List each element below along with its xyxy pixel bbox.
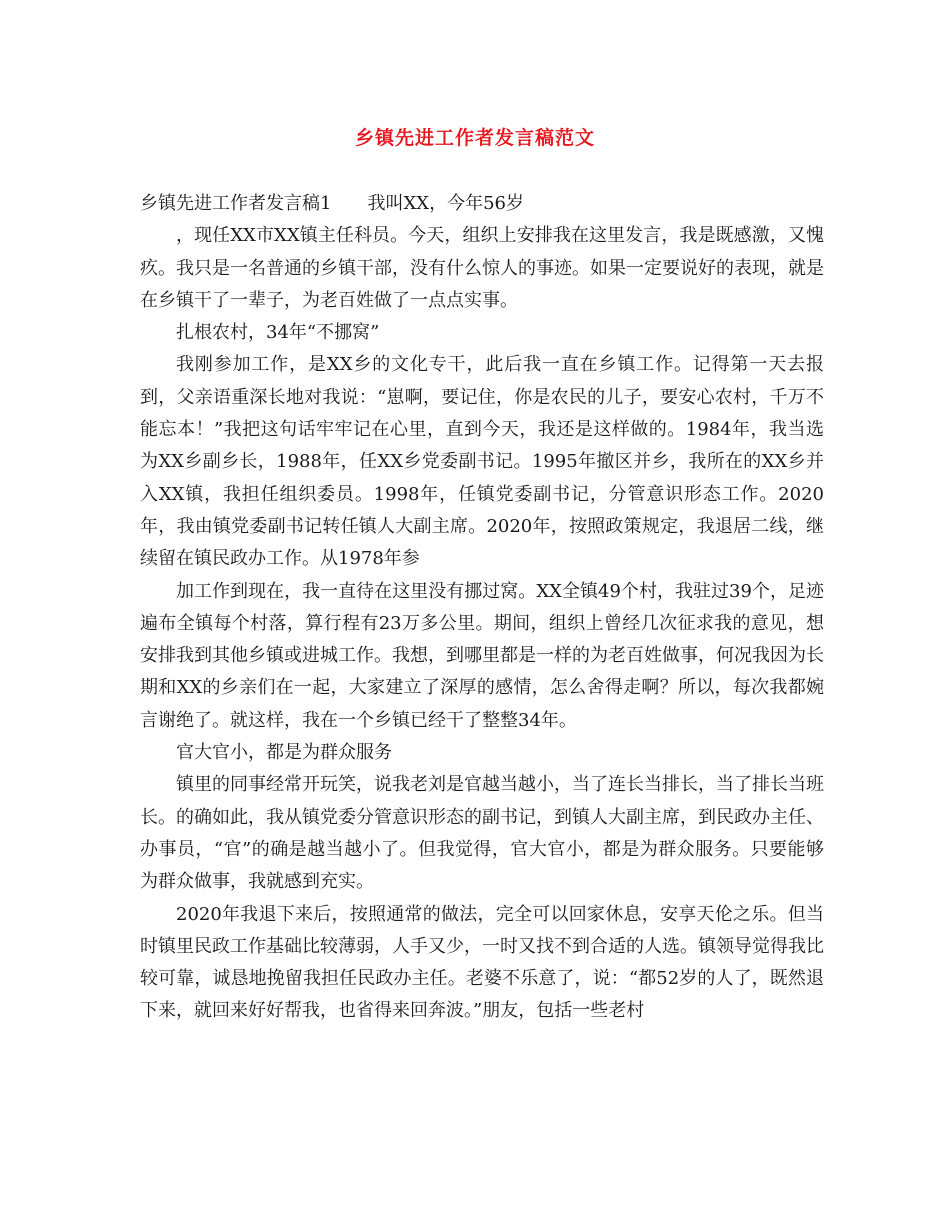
first-line <box>140 188 824 220</box>
subheading-serve-masses: 官大官小，都是为群众服务 <box>176 742 392 764</box>
document-title: 乡镇先进工作者发言稿范文 <box>354 127 595 149</box>
document-body <box>140 188 824 1028</box>
paragraph-staying: 加工作到现在，我一直待在这里没有挪过窝。XX全镇49个村，我驻过39个，足迹遍布全镇每个村落，算行程有23万多公里。期间，组织上曾经几次征求我的意见，想安排我到其他乡镇或进城工作。我想，到哪里都是一样的为老百姓做事，何况我因为长期和XX的乡亲们在一起，大家建立了深厚的感情，怎么舍得走啊？所以，每次我都婉言谢绝了。就这样，我在一个乡镇已经干了整整34年。 <box>140 580 825 731</box>
paragraph-retirement: 2020年我退下来后，按照通常的做法，完全可以回家休息，安享天伦之乐。但当时镇里民政工作基础比较薄弱，人手又少，一时又找不到合适的人选。镇领导觉得我比较可靠，诚恳地挽留我担任民政办主任。老婆不乐意了，说：“都52岁的人了，既然退下来，就回来好好帮我，也省得来回奔波。”朋友，包括一些老村 <box>140 903 824 1022</box>
section-heading-1: 乡镇先进工作者发言稿1 <box>140 193 332 214</box>
paragraph-intro: ，现任XX市XX镇主任科员。今天，组织上安排我在这里发言，我是既感激，又愧疚。我只是一名普通的乡镇干部，没有什么惊人的事迹。如果一定要说好的表现，就是在乡镇干了一辈子，为老百姓做了一点点实事。 <box>140 225 824 311</box>
intro-sentence: 我叫XX，今年56岁 <box>367 193 524 214</box>
subheading-rooted-in-village: 扎根农村，34年“不挪窝” <box>176 322 380 344</box>
paragraph-career: 我刚参加工作，是XX乡的文化专干，此后我一直在乡镇工作。记得第一天去报到，父亲语重深长地对我说：“崽啊，要记住，你是农民的儿子，要安心农村，千万不能忘本！”我把这句话牢牢记在心里，直到今天，我还是这样做的。1984年，我当选为XX乡副乡长，1988年，任XX乡党委副书记。1995年撤区并乡，我所在的XX乡并入XX镇，我担任组织委员。1998年，任镇党委副书记，分管意识形态工作。2020年，我由镇党委副书记转任镇人大副主席。2020年，按照政策规定，我退居二线，继续留在镇民政办工作。从1978年参 <box>140 354 824 570</box>
paragraph-rank: 镇里的同事经常开玩笑，说我老刘是官越当越小，当了连长当排长，当了排长当班长。的确如此，我从镇党委分管意识形态的副书记，到镇人大副主席，到民政办主任、办事员，“官”的确是越当越小了。但我觉得，官大官小，都是为群众服务。只要能够为群众做事，我就感到充实。 <box>140 774 824 893</box>
